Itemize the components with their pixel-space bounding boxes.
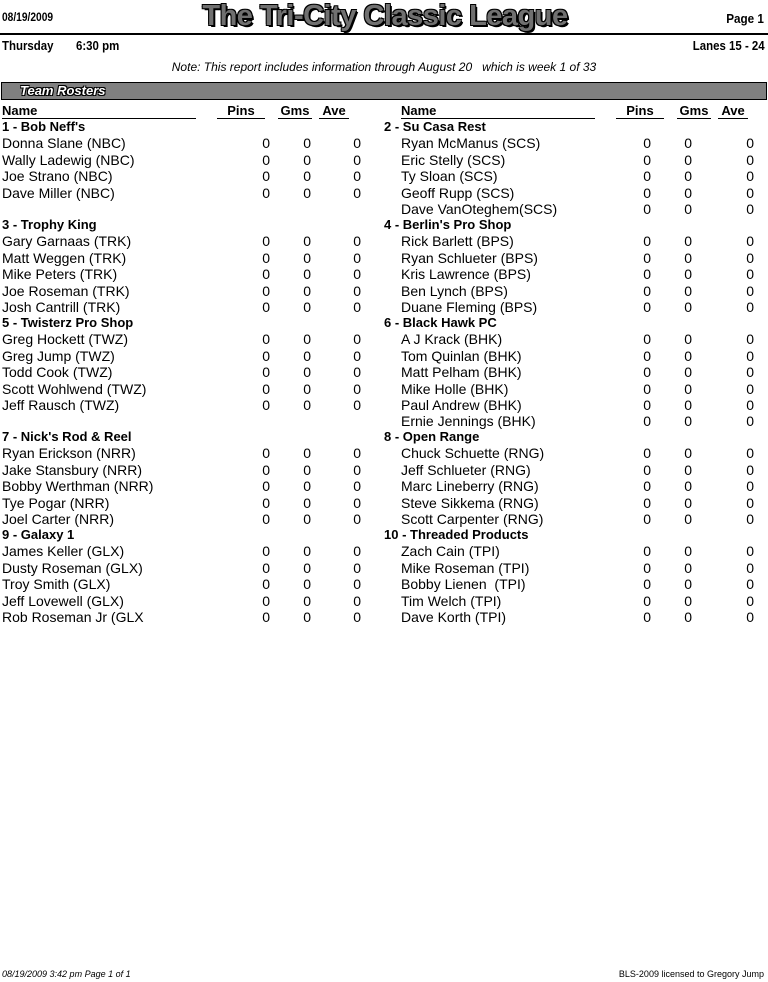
player-row	[384, 462, 764, 478]
player-games: 0	[684, 249, 692, 266]
player-name: Eric Stelly (SCS)	[401, 151, 506, 168]
player-games: 0	[303, 510, 311, 527]
player-pins: 0	[262, 478, 270, 495]
player-row	[2, 364, 372, 380]
player-row	[384, 609, 764, 625]
player-name: Rick Barlett (BPS)	[401, 233, 514, 250]
player-row	[2, 185, 372, 201]
player-pins: 0	[262, 347, 270, 364]
lanes-range: Lanes 15 - 24	[693, 38, 765, 53]
player-name: A J Krack (BHK)	[401, 331, 503, 348]
player-games: 0	[303, 168, 311, 185]
player-name: Dave Miller (NBC)	[2, 184, 115, 201]
player-pins: 0	[643, 494, 651, 511]
player-row	[2, 478, 372, 494]
player-games: 0	[684, 200, 692, 217]
team-block	[384, 315, 764, 430]
player-games: 0	[303, 249, 311, 266]
player-name: Jeff Rausch (TWZ)	[2, 396, 120, 413]
player-average: 0	[746, 461, 754, 478]
col-header-pins-left: Pins	[217, 104, 265, 119]
player-games: 0	[303, 380, 311, 397]
player-pins: 0	[643, 233, 651, 250]
team-block	[2, 527, 372, 625]
team-name: 2 - Su Casa Rest	[384, 119, 486, 134]
player-games: 0	[684, 347, 692, 364]
player-average: 0	[353, 608, 361, 625]
player-games: 0	[684, 282, 692, 299]
player-name: Ty Sloan (SCS)	[401, 168, 498, 185]
player-games: 0	[684, 478, 692, 495]
player-row	[2, 135, 372, 151]
player-name: Troy Smith (GLX)	[2, 576, 111, 593]
player-pins: 0	[262, 559, 270, 576]
player-average: 0	[353, 184, 361, 201]
player-name: Matt Weggen (TRK)	[2, 249, 127, 266]
player-pins: 0	[262, 608, 270, 625]
player-pins: 0	[643, 135, 651, 152]
player-name: Marc Lineberry (RNG)	[401, 478, 539, 495]
player-row	[2, 299, 372, 315]
player-pins: 0	[643, 445, 651, 462]
player-row	[384, 331, 764, 347]
team-name: 7 - Nick's Rod & Reel	[2, 429, 132, 444]
player-games: 0	[303, 576, 311, 593]
team-name: 8 - Open Range	[384, 429, 480, 444]
player-games: 0	[303, 608, 311, 625]
player-average: 0	[746, 331, 754, 348]
team-block	[384, 429, 764, 527]
player-average: 0	[353, 478, 361, 495]
player-average: 0	[746, 576, 754, 593]
team-block	[2, 429, 372, 527]
col-header-name-right: Name	[401, 104, 595, 119]
player-average: 0	[353, 510, 361, 527]
player-name: Ryan McManus (SCS)	[401, 135, 541, 152]
player-row	[2, 283, 372, 299]
col-header-ave-left: Ave	[319, 104, 349, 119]
player-games: 0	[684, 233, 692, 250]
player-row	[2, 593, 372, 609]
player-games: 0	[303, 494, 311, 511]
player-games: 0	[684, 380, 692, 397]
player-pins: 0	[262, 592, 270, 609]
player-row	[2, 348, 372, 364]
player-average: 0	[746, 135, 754, 152]
team-block	[384, 217, 764, 315]
player-name: Greg Jump (TWZ)	[2, 347, 115, 364]
player-row	[384, 445, 764, 461]
player-name: Joel Carter (NRR)	[2, 510, 115, 527]
player-row	[384, 348, 764, 364]
player-average: 0	[353, 298, 361, 315]
player-average: 0	[746, 543, 754, 560]
player-average: 0	[353, 592, 361, 609]
player-name: Chuck Schuette (RNG)	[401, 445, 545, 462]
team-name: 6 - Black Hawk PC	[384, 315, 497, 330]
player-name: Mike Holle (BHK)	[401, 380, 509, 397]
player-name: Dave VanOteghem(SCS)	[401, 200, 558, 217]
player-games: 0	[684, 135, 692, 152]
player-name: Greg Hockett (TWZ)	[2, 331, 129, 348]
player-pins: 0	[262, 331, 270, 348]
player-name: Jeff Lovewell (GLX)	[2, 592, 124, 609]
league-time: 6:30 pm	[76, 38, 120, 53]
player-pins: 0	[643, 576, 651, 593]
player-pins: 0	[262, 266, 270, 283]
player-average: 0	[746, 233, 754, 250]
player-name: Gary Garnaas (TRK)	[2, 233, 132, 250]
player-average: 0	[746, 592, 754, 609]
player-pins: 0	[643, 266, 651, 283]
player-pins: 0	[643, 200, 651, 217]
player-row	[384, 152, 764, 168]
player-pins: 0	[643, 413, 651, 430]
player-games: 0	[684, 184, 692, 201]
player-average: 0	[746, 445, 754, 462]
player-row	[384, 478, 764, 494]
player-row	[384, 233, 764, 249]
col-header-gms-right: Gms	[677, 104, 711, 119]
player-pins: 0	[262, 543, 270, 560]
player-name: Zach Cain (TPI)	[401, 543, 500, 560]
player-pins: 0	[262, 396, 270, 413]
player-games: 0	[684, 396, 692, 413]
player-average: 0	[746, 413, 754, 430]
player-pins: 0	[643, 608, 651, 625]
player-pins: 0	[262, 168, 270, 185]
player-row	[384, 495, 764, 511]
player-games: 0	[303, 559, 311, 576]
player-name: Donna Slane (NBC)	[2, 135, 126, 152]
report-date: 08/19/2009	[2, 10, 54, 24]
player-average: 0	[353, 559, 361, 576]
player-row	[384, 593, 764, 609]
player-name: Wally Ladewig (NBC)	[2, 151, 135, 168]
player-pins: 0	[643, 559, 651, 576]
player-games: 0	[684, 461, 692, 478]
player-pins: 0	[643, 249, 651, 266]
player-row	[2, 543, 372, 559]
player-row	[384, 299, 764, 315]
section-bar	[1, 82, 767, 100]
player-average: 0	[746, 298, 754, 315]
player-average: 0	[746, 559, 754, 576]
player-name: Tye Pogar (NRR)	[2, 494, 110, 511]
footer-print-info: 08/19/2009 3:42 pm Page 1 of 1	[2, 969, 131, 979]
player-row	[2, 445, 372, 461]
player-games: 0	[684, 510, 692, 527]
player-pins: 0	[262, 576, 270, 593]
team-block	[2, 119, 372, 201]
player-pins: 0	[643, 380, 651, 397]
player-games: 0	[303, 135, 311, 152]
col-header-ave-right: Ave	[718, 104, 748, 119]
player-games: 0	[303, 233, 311, 250]
player-average: 0	[746, 380, 754, 397]
player-games: 0	[303, 364, 311, 381]
player-row	[384, 576, 764, 592]
player-name: Jake Stansbury (NRR)	[2, 461, 143, 478]
player-row	[2, 609, 372, 625]
player-average: 0	[353, 461, 361, 478]
player-average: 0	[746, 200, 754, 217]
team-name: 9 - Galaxy 1	[2, 527, 75, 542]
player-pins: 0	[643, 168, 651, 185]
player-pins: 0	[262, 233, 270, 250]
player-name: Dave Korth (TPI)	[401, 608, 507, 625]
player-name: Josh Cantrill (TRK)	[2, 298, 121, 315]
player-pins: 0	[262, 298, 270, 315]
player-games: 0	[684, 608, 692, 625]
player-average: 0	[353, 168, 361, 185]
player-games: 0	[303, 478, 311, 495]
player-games: 0	[684, 168, 692, 185]
player-games: 0	[684, 331, 692, 348]
player-average: 0	[746, 168, 754, 185]
player-pins: 0	[643, 347, 651, 364]
player-row	[2, 152, 372, 168]
player-pins: 0	[643, 364, 651, 381]
player-games: 0	[303, 445, 311, 462]
player-games: 0	[684, 413, 692, 430]
player-games: 0	[684, 364, 692, 381]
team-name: 10 - Threaded Products	[384, 527, 529, 542]
player-games: 0	[303, 151, 311, 168]
player-pins: 0	[262, 510, 270, 527]
player-games: 0	[303, 266, 311, 283]
player-name: Ryan Schlueter (BPS)	[401, 249, 538, 266]
player-games: 0	[303, 592, 311, 609]
player-average: 0	[353, 494, 361, 511]
player-pins: 0	[643, 151, 651, 168]
player-row	[2, 511, 372, 527]
player-name: Joe Strano (NBC)	[2, 168, 113, 185]
player-pins: 0	[262, 151, 270, 168]
player-pins: 0	[262, 282, 270, 299]
team-block	[384, 527, 764, 625]
player-row	[384, 511, 764, 527]
team-name: 3 - Trophy King	[2, 217, 97, 232]
player-pins: 0	[262, 445, 270, 462]
player-row	[2, 397, 372, 413]
page-number: Page 1	[726, 11, 764, 26]
player-games: 0	[684, 298, 692, 315]
player-pins: 0	[643, 543, 651, 560]
col-header-gms-left: Gms	[278, 104, 312, 119]
player-average: 0	[746, 249, 754, 266]
player-games: 0	[684, 576, 692, 593]
player-pins: 0	[643, 331, 651, 348]
player-name: Tim Welch (TPI)	[401, 592, 502, 609]
player-pins: 0	[262, 249, 270, 266]
player-row	[384, 543, 764, 559]
team-block	[2, 315, 372, 413]
player-average: 0	[746, 184, 754, 201]
player-name: Bobby Werthman (NRR)	[2, 478, 154, 495]
player-average: 0	[353, 151, 361, 168]
player-row	[2, 495, 372, 511]
league-title: The Tri-City Classic League	[202, 0, 568, 32]
player-name: Paul Andrew (BHK)	[401, 396, 522, 413]
player-games: 0	[684, 445, 692, 462]
player-average: 0	[353, 347, 361, 364]
player-name: Joe Roseman (TRK)	[2, 282, 130, 299]
team-block	[384, 119, 764, 217]
player-average: 0	[353, 266, 361, 283]
player-row	[2, 250, 372, 266]
player-games: 0	[684, 592, 692, 609]
player-games: 0	[303, 331, 311, 348]
player-average: 0	[353, 396, 361, 413]
player-games: 0	[303, 543, 311, 560]
player-name: Todd Cook (TWZ)	[2, 364, 113, 381]
player-name: James Keller (GLX)	[2, 543, 125, 560]
player-row	[2, 233, 372, 249]
team-name: 5 - Twisterz Pro Shop	[2, 315, 134, 330]
player-pins: 0	[262, 461, 270, 478]
player-games: 0	[303, 282, 311, 299]
player-pins: 0	[643, 298, 651, 315]
player-games: 0	[303, 396, 311, 413]
player-name: Matt Pelham (BHK)	[401, 364, 522, 381]
player-average: 0	[746, 608, 754, 625]
player-games: 0	[303, 298, 311, 315]
col-header-name-left: Name	[2, 104, 196, 119]
player-games: 0	[684, 151, 692, 168]
player-games: 0	[684, 543, 692, 560]
player-pins: 0	[262, 364, 270, 381]
player-average: 0	[746, 282, 754, 299]
player-row	[2, 331, 372, 347]
player-average: 0	[746, 266, 754, 283]
player-name: Tom Quinlan (BHK)	[401, 347, 522, 364]
player-games: 0	[303, 184, 311, 201]
player-row	[384, 201, 764, 217]
player-name: Ryan Erickson (NRR)	[2, 445, 136, 462]
player-row	[2, 576, 372, 592]
player-row	[384, 250, 764, 266]
player-row	[384, 364, 764, 380]
player-pins: 0	[262, 184, 270, 201]
player-name: Geoff Rupp (SCS)	[401, 184, 515, 201]
player-average: 0	[746, 364, 754, 381]
player-name: Duane Fleming (BPS)	[401, 298, 538, 315]
player-row	[384, 397, 764, 413]
player-average: 0	[353, 233, 361, 250]
player-average: 0	[353, 543, 361, 560]
player-average: 0	[746, 347, 754, 364]
player-row	[384, 266, 764, 282]
player-row	[384, 413, 764, 429]
player-name: Bobby Lienen (TPI)	[401, 576, 526, 593]
player-average: 0	[353, 331, 361, 348]
player-games: 0	[684, 266, 692, 283]
player-row	[2, 168, 372, 184]
player-pins: 0	[643, 461, 651, 478]
player-average: 0	[746, 478, 754, 495]
team-name: 1 - Bob Neff's	[2, 119, 86, 134]
player-average: 0	[353, 445, 361, 462]
league-day: Thursday	[2, 38, 54, 53]
player-pins: 0	[643, 396, 651, 413]
player-name: Ben Lynch (BPS)	[401, 282, 508, 299]
player-row	[384, 560, 764, 576]
player-row	[2, 462, 372, 478]
player-average: 0	[353, 364, 361, 381]
player-average: 0	[353, 282, 361, 299]
team-name: 4 - Berlin's Pro Shop	[384, 217, 512, 232]
player-name: Scott Carpenter (RNG)	[401, 510, 544, 527]
player-row	[2, 266, 372, 282]
player-average: 0	[353, 135, 361, 152]
team-block	[2, 217, 372, 315]
player-row	[384, 185, 764, 201]
player-pins: 0	[643, 478, 651, 495]
player-row	[384, 168, 764, 184]
player-average: 0	[353, 576, 361, 593]
player-pins: 0	[262, 494, 270, 511]
header-divider	[0, 33, 768, 35]
report-note: Note: This report includes information through August 20 which is week 1 of 33	[171, 60, 597, 74]
player-name: Rob Roseman Jr (GLX	[2, 608, 144, 625]
player-games: 0	[684, 494, 692, 511]
player-pins: 0	[643, 592, 651, 609]
player-games: 0	[303, 461, 311, 478]
player-average: 0	[746, 510, 754, 527]
player-pins: 0	[262, 380, 270, 397]
player-pins: 0	[262, 135, 270, 152]
player-name: Steve Sikkema (RNG)	[401, 494, 539, 511]
player-average: 0	[746, 396, 754, 413]
player-average: 0	[746, 494, 754, 511]
player-name: Mike Roseman (TPI)	[401, 559, 530, 576]
player-name: Scott Wohlwend (TWZ)	[2, 380, 147, 397]
player-row	[384, 283, 764, 299]
player-name: Mike Peters (TRK)	[2, 266, 118, 283]
player-pins: 0	[643, 510, 651, 527]
player-games: 0	[303, 347, 311, 364]
player-name: Dusty Roseman (GLX)	[2, 559, 143, 576]
player-name: Ernie Jennings (BHK)	[401, 413, 536, 430]
player-average: 0	[746, 151, 754, 168]
player-pins: 0	[643, 282, 651, 299]
section-title: Team Rosters	[20, 83, 106, 98]
col-header-pins-right: Pins	[616, 104, 664, 119]
player-average: 0	[353, 380, 361, 397]
player-name: Jeff Schlueter (RNG)	[401, 461, 531, 478]
player-row	[384, 381, 764, 397]
player-row	[2, 381, 372, 397]
footer-license: BLS-2009 licensed to Gregory Jump	[618, 969, 764, 979]
player-row	[2, 560, 372, 576]
player-average: 0	[353, 249, 361, 266]
player-pins: 0	[643, 184, 651, 201]
player-name: Kris Lawrence (BPS)	[401, 266, 531, 283]
player-games: 0	[684, 559, 692, 576]
player-row	[384, 135, 764, 151]
